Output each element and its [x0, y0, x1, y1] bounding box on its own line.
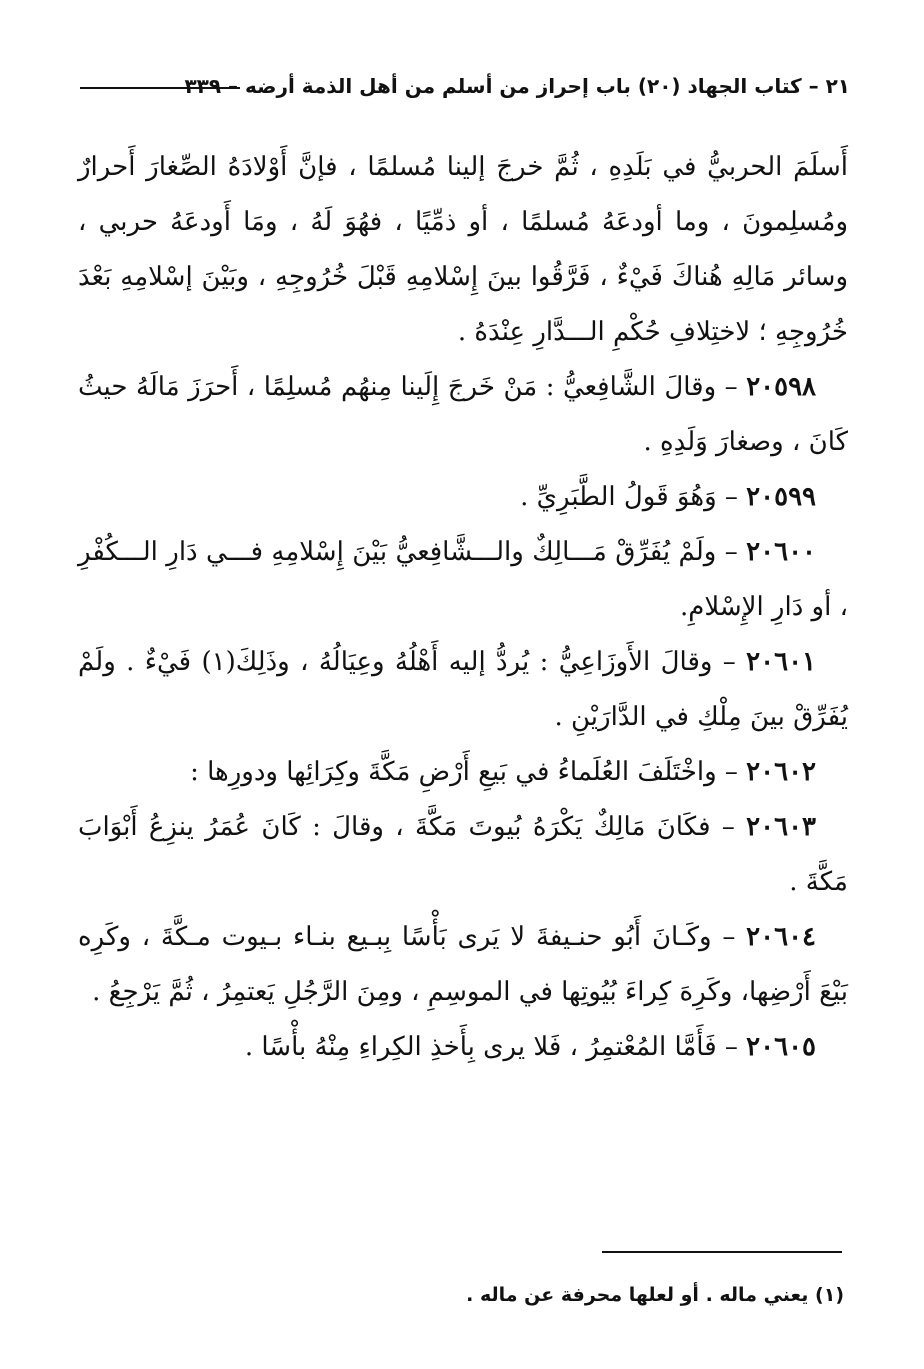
paragraph-number: ٢٠٦٠٠ [746, 537, 816, 567]
paragraph-number: ٢٠٦٠٤ [746, 922, 816, 952]
paragraph-20605 [78, 1020, 848, 1075]
paragraph-number: ٢٠٥٩٨ [746, 372, 817, 402]
paragraph-number: ٢٠٦٠٥ [746, 1032, 816, 1062]
paragraph-number: ٢٠٦٠٢ [746, 757, 816, 787]
paragraph-text: – واخْتَلَفَ العُلَماءُ في بَيعِ أَرْضِ مَكَّةَ وكِرَائِها ودورِها : [190, 757, 738, 787]
paragraph-text: أَسلَمَ الحربيُّ في بَلَدِهِ ، ثُمَّ خرجَ إلينا مُسلمًا ، فإنَّ أَوْلادَهُ الصِّغارَ أَحرارٌ ومُسلِمونَ ، وما أودعَهُ مُسلمًا ، أو ذمِّيًا ، فهُوَ لَهُ ، ومَا أَودعَهُ حربي ، وسائر مَالِهِ هُناكَ فَيْءٌ ، فَرَّقُوا بينَ إِسْلامِهِ قَبْلَ خُرُوجِهِ ، وبَيْنَ إسْلامِهِ بَعْدَ خُرُوجِهِ ؛ لاختِلافِ حُكْمِ الـــدَّارِ عِنْدَهُ . [78, 152, 849, 347]
paragraph-20603 [78, 800, 848, 910]
paragraph-text: – وقالَ الأَوزَاعِيُّ : يُردُّ إليه أَهْلُهُ وعِيَالُهُ ، وذَلِكَ(١) فَيْءٌ . ولَمْ يُفَرِّقْ بينَ مِلْكِ في الدَّارَيْنِ . [78, 647, 848, 732]
paragraph-number: ٢٠٦٠٣ [746, 812, 816, 842]
footnote-rule [602, 1251, 842, 1253]
running-header [80, 70, 850, 110]
paragraph-20602 [78, 745, 848, 800]
paragraph-20601 [78, 635, 848, 745]
paragraph-20598 [78, 360, 848, 470]
footnote: (١) يعني ماله . أو لعلها محرفة عن ماله . [466, 1284, 844, 1306]
paragraph-continued [78, 140, 848, 360]
paragraph-text: – وكَـانَ أَبُو حنـيفةَ لا يَرى بَأْسًا بِبـيع بنـاء بـيوت مـكَّةَ ، وكَرِه بَيْعَ أَرْضِها، وكَرِهَ كِراءَ بُيُوتِها في الموسِمِ ، ومِنَ الرَّجُلِ يَعتمِرُ ، ثُمَّ يَرْجِعُ . [78, 922, 848, 1007]
paragraph-20604 [78, 910, 848, 1020]
paragraph-20600 [78, 525, 848, 635]
paragraph-text: – ولَمْ يُفَرِّقْ مَـــالِكٌ والـــشَّافِعيُّ بَيْنَ إِسْلامِهِ فـــي دَارِ الـــكُفْرِ ، أو دَارِ الإِسْلامِ. [78, 537, 848, 622]
main-text [78, 140, 848, 1075]
paragraph-text: – فكَانَ مَالِكٌ يَكْرَهُ بُيوتَ مَكَّةَ ، وقالَ : كَانَ عُمَرُ ينزِعُ أَبْوَابَ مَكَّةَ . [78, 812, 848, 897]
paragraph-20599 [78, 470, 848, 525]
paragraph-text: – وقالَ الشَّافِعيُّ : مَنْ خَرجَ إِلَينا مِنهُم مُسلِمًا ، أَحرَزَ مَالَهُ حيثُ كَانَ ، وصغارَ وَلَدِهِ . [78, 372, 848, 457]
header-rule [80, 87, 240, 89]
running-title: ٢١ – كتاب الجهاد (٢٠) باب إحراز من أسلم من أهل الذمة أرضه – ٣٣٩ [184, 74, 850, 98]
paragraph-text: – وَهُوَ قَولُ الطَّبَرِيِّ . [520, 482, 738, 512]
paragraph-number: ٢٠٥٩٩ [746, 482, 816, 512]
paragraph-number: ٢٠٦٠١ [746, 647, 816, 677]
paragraph-text: – فَأَمَّا المُعْتمِرُ ، فَلا يرى بِأَخذِ الكِراءِ مِنْهُ بأْسًا . [244, 1032, 738, 1062]
